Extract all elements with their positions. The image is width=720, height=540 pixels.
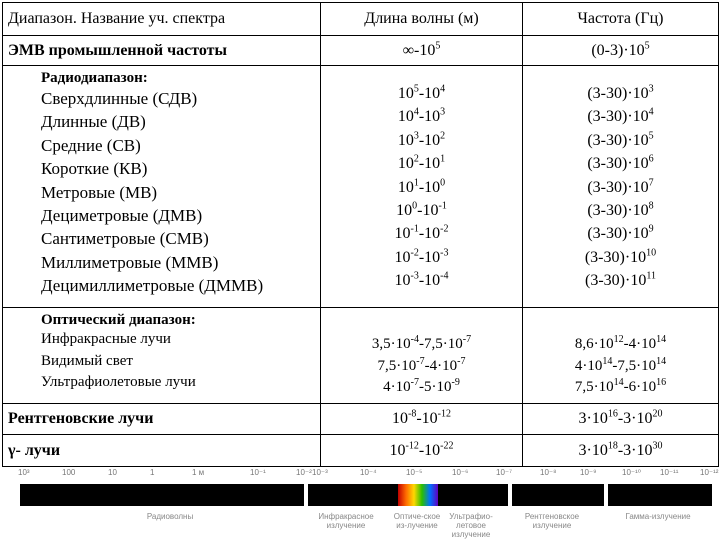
value-exponent: -3 <box>440 247 449 259</box>
emv-frequency: $(0-3)\cdot 10^5$ <box>523 36 719 66</box>
radio-names <box>3 66 321 308</box>
value-part: -4·10 <box>424 357 458 374</box>
optical-item-name: Инфракрасные лучи <box>41 331 171 347</box>
value-exponent: 0 <box>440 177 446 189</box>
spectrum-tick-label: 10⁻³ <box>312 468 328 477</box>
value-part: -10 <box>418 272 441 290</box>
radio-wavelengths <box>321 66 523 308</box>
value-part: (3-30)·10 <box>584 248 647 266</box>
radio-item-name: Средние (СВ) <box>41 135 141 155</box>
spectrum-tick-label: 10⁻² <box>296 468 312 477</box>
value-exponent: 11 <box>646 270 656 282</box>
value-part: -4·10 <box>623 336 657 352</box>
value-exponent: 6 <box>648 153 654 165</box>
value-exponent: 7 <box>648 177 654 189</box>
label-radio: Радиоволны <box>146 512 194 521</box>
value-exponent: 12 <box>613 334 624 345</box>
xray-frequency: $3\cdot 10^{16}-3\cdot 10^{20}$ <box>523 404 719 435</box>
radio-item-frequency <box>523 246 718 269</box>
radio-item-frequency <box>523 176 718 199</box>
value-exponent: -2 <box>410 247 419 259</box>
value-part: -7,5·10 <box>612 357 657 374</box>
spectrum-tick-label: 10⁻¹¹ <box>660 468 679 477</box>
value-part: (3-30)·10 <box>587 85 649 102</box>
radio-item-frequency <box>523 129 718 152</box>
value-part: -7,5·10 <box>419 336 463 352</box>
value-exponent: -7 <box>410 377 419 388</box>
value-exponent: 5 <box>413 83 419 95</box>
optical-item-frequency <box>523 356 718 378</box>
radio-item-frequency <box>523 199 718 222</box>
spectrum-tick-label: 10⁻⁶ <box>452 468 469 477</box>
optical-item-name: Видимый свет <box>41 352 133 369</box>
optical-name-list <box>3 329 320 394</box>
radio-item-frequency <box>523 269 718 292</box>
radio-title: Радиодиапазон: <box>41 70 148 86</box>
value-part: 10 <box>394 248 411 266</box>
spectrum-tick-label: 10³ <box>18 468 30 477</box>
radio-item-frequency <box>523 152 718 175</box>
value-part: 4·10 <box>574 357 603 374</box>
header-wavelength: Длина волны (м) <box>321 3 523 36</box>
radio-item-name: Длинные (ДВ) <box>41 112 146 132</box>
value-part: 10 <box>397 155 414 173</box>
spectrum-tick-label: 1 м <box>192 468 205 477</box>
value-exponent: 4 <box>440 83 446 95</box>
row-xray <box>3 404 719 435</box>
value-exponent: -7 <box>457 355 466 367</box>
value-exponent: 3 <box>413 130 419 142</box>
radio-item-wavelength <box>321 105 522 128</box>
value-exponent: 9 <box>648 224 654 236</box>
value-exponent: -7 <box>416 355 425 367</box>
value-part: 10 <box>397 108 414 126</box>
value-part: (3-30)·10 <box>585 272 647 290</box>
value-part: -6·10 <box>623 379 657 395</box>
value-exponent: -1 <box>410 224 419 236</box>
spectrum-bar-radio <box>20 484 304 506</box>
row-radio <box>3 66 719 308</box>
value-part: 10 <box>397 85 414 102</box>
value-part: 7,5·10 <box>377 357 417 374</box>
value-exponent: 1 <box>440 153 446 165</box>
spectrum-tick-label: 100 <box>62 468 76 477</box>
value-exponent: -9 <box>451 377 460 388</box>
optical-item-name: Ультрафиолетовые лучи <box>41 374 196 390</box>
radio-item-name: Короткие (КВ) <box>41 159 148 179</box>
spectrum-tick-label: 10⁻⁷ <box>496 468 513 477</box>
value-exponent: 3 <box>648 83 654 95</box>
value-exponent: 14 <box>613 377 624 388</box>
row-optical <box>3 308 719 404</box>
value-part: (3-30)·10 <box>587 225 649 243</box>
radio-item-frequency <box>523 82 718 105</box>
spectrum-tick-label: 10⁻⁵ <box>406 468 423 477</box>
value-part: -10 <box>418 85 441 102</box>
radio-item-name: Сантиметровые (СМВ) <box>41 229 209 249</box>
spectrum-tick-label: 10⁻¹² <box>700 468 719 477</box>
label-gamma: Гамма-излучение <box>625 512 691 521</box>
value-exponent: 2 <box>413 153 419 165</box>
radio-item-name: Метровые (МВ) <box>41 182 158 202</box>
radio-item-wavelength <box>321 222 522 245</box>
value-exponent: 1 <box>413 177 419 189</box>
value-exponent: 16 <box>656 377 667 388</box>
radio-item-frequency <box>523 222 718 245</box>
spectrum-tick-label: 10⁻⁸ <box>540 468 557 477</box>
xray-wavelength: $10^{-8}-10^{-12}$ <box>321 404 523 435</box>
value-part: 7,5·10 <box>574 379 614 395</box>
spectrum-tick-label: 10⁻⁴ <box>360 468 377 477</box>
radio-item-wavelength <box>321 269 522 292</box>
value-part: -10 <box>418 178 441 196</box>
value-exponent: 3 <box>440 107 446 119</box>
value-exponent: -3 <box>410 270 419 282</box>
header-row <box>3 3 719 36</box>
spectrum-scale <box>0 466 720 540</box>
emv-name: ЭМВ промышленной частоты <box>3 36 321 66</box>
radio-item-name: Миллиметровые (ММВ) <box>41 252 219 272</box>
value-exponent: 2 <box>440 130 446 142</box>
label-optical: Оптиче-ское из-лучение <box>393 512 441 530</box>
gamma-wavelength: $10^{-12}-10^{-22}$ <box>321 435 523 467</box>
spectrum-bar-visible <box>398 484 438 506</box>
label-uv: Ультрафио-летовое излучение <box>449 512 493 539</box>
value-exponent: -7 <box>462 334 472 345</box>
spectrum-bar-ir <box>308 484 398 506</box>
radio-item-wavelength <box>321 199 522 222</box>
optical-item-wavelength <box>321 334 522 356</box>
optical-item-frequency <box>523 377 718 399</box>
value-exponent: -4 <box>410 334 419 345</box>
optical-names <box>3 308 321 404</box>
optical-item-wavelength <box>321 356 522 378</box>
value-exponent: 10 <box>646 247 657 259</box>
optical-title: Оптический диапазон: <box>41 312 196 328</box>
value-exponent: 4 <box>648 107 654 119</box>
optical-frequencies <box>523 308 719 404</box>
optical-item-frequency <box>523 334 718 356</box>
gamma-frequency: $3\cdot 10^{18}-3\cdot 10^{30}$ <box>523 435 719 467</box>
radio-item-name: Сверхдлинные (СДВ) <box>41 89 198 108</box>
value-part: 10 <box>394 272 411 290</box>
radio-item-wavelength <box>321 176 522 199</box>
value-exponent: -1 <box>438 200 447 212</box>
radio-item-name: Дециметровые (ДМВ) <box>41 206 203 226</box>
value-part: -10 <box>418 108 441 126</box>
emv-wavelength: $\infty-10^5$ <box>321 36 523 66</box>
radio-item-wavelength <box>321 129 522 152</box>
radio-name-list <box>3 87 320 298</box>
value-exponent: 14 <box>656 355 667 367</box>
value-exponent: 14 <box>656 334 667 345</box>
spectrum-tick-label: 10 <box>108 468 117 477</box>
row-gamma <box>3 435 719 467</box>
value-exponent: 0 <box>412 200 418 212</box>
spectrum-tick-label: 10⁻¹ <box>250 468 266 477</box>
value-part: 10 <box>396 202 413 220</box>
row-emv <box>3 36 719 66</box>
value-part: 8,6·10 <box>574 336 614 352</box>
value-part: -10 <box>418 225 441 243</box>
value-part: (3-30)·10 <box>587 202 649 220</box>
value-part: -10 <box>418 131 441 149</box>
value-part: 3,5·10 <box>371 336 411 352</box>
value-exponent: -2 <box>440 224 449 236</box>
value-part: -10 <box>418 155 441 173</box>
value-exponent: 8 <box>648 200 654 212</box>
value-part: -10 <box>418 248 441 266</box>
radio-item-name: Децимиллиметровые (ДММВ) <box>41 276 264 296</box>
value-part: (3-30)·10 <box>587 108 649 126</box>
gamma-name: γ- лучи <box>3 435 321 467</box>
spectrum-bar-uv <box>438 484 508 506</box>
radio-item-wavelength <box>321 246 522 269</box>
optical-item-wavelength <box>321 377 522 399</box>
xray-name: Рентгеновские лучи <box>3 404 321 435</box>
header-range-name: Диапазон. Название уч. спектра <box>3 3 321 36</box>
spectrum-table <box>2 2 719 467</box>
label-xray: Рентгеновское излучение <box>524 512 580 530</box>
radio-frequencies <box>523 66 719 308</box>
spectrum-bar-gamma <box>608 484 712 506</box>
radio-item-wavelength <box>321 82 522 105</box>
value-exponent: -4 <box>440 270 449 282</box>
header-frequency: Частота (Гц) <box>523 3 719 36</box>
value-part: 4·10 <box>383 379 411 395</box>
radio-item-wavelength <box>321 152 522 175</box>
value-exponent: 4 <box>413 107 419 119</box>
value-part: -10 <box>417 202 439 220</box>
label-ir: Инфракрасное излучение <box>318 512 374 530</box>
spectrum-bar-xray <box>512 484 604 506</box>
value-part: (3-30)·10 <box>587 155 649 173</box>
spectrum-tick-label: 10⁻⁹ <box>580 468 597 477</box>
radio-item-frequency <box>523 105 718 128</box>
value-part: -5·10 <box>419 379 452 395</box>
value-exponent: 14 <box>602 355 613 367</box>
spectrum-tick-label: 10⁻¹⁰ <box>622 468 641 477</box>
optical-wavelengths <box>321 308 523 404</box>
value-part: (3-30)·10 <box>587 131 649 149</box>
value-exponent: 5 <box>648 130 654 142</box>
value-part: 10 <box>397 178 414 196</box>
value-part: 10 <box>394 225 411 243</box>
value-part: (3-30)·10 <box>587 178 649 196</box>
spectrum-tick-label: 1 <box>150 468 155 477</box>
value-part: 10 <box>397 131 414 149</box>
